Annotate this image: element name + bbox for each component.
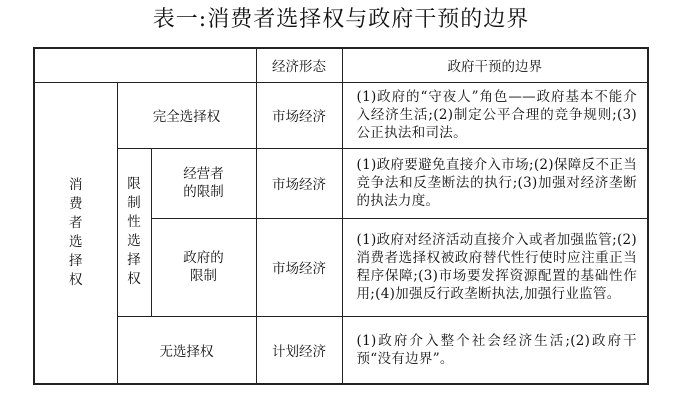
- full-choice-form: 市场经济: [256, 82, 342, 148]
- consumer-choice-label: [34, 82, 117, 384]
- government-limit-form: 市场经济: [256, 218, 342, 316]
- no-choice-label: 无选择权: [117, 316, 256, 384]
- table-row: [34, 148, 648, 218]
- side-char: 择: [69, 252, 83, 269]
- table-row: [34, 82, 648, 148]
- limited-char: 择: [127, 252, 141, 268]
- government-label-line2: 限制: [190, 268, 217, 284]
- operator-label-line2: 的限制: [183, 184, 224, 200]
- full-choice-label: 完全选择权: [117, 82, 256, 148]
- boundary-table: [33, 47, 649, 385]
- limited-char: 限: [127, 176, 141, 192]
- side-char: 权: [69, 271, 83, 288]
- side-char: 消: [69, 176, 83, 193]
- side-char: 者: [69, 214, 83, 231]
- header-row: [34, 48, 648, 82]
- operator-label-line1: 经营者: [183, 166, 224, 182]
- no-choice-form: 计划经济: [256, 316, 342, 384]
- header-boundary: 政府干预的边界: [342, 48, 648, 82]
- limited-choice-label: [117, 148, 151, 316]
- operator-limit-form: 市场经济: [256, 148, 342, 218]
- header-economic-form: 经济形态: [256, 48, 342, 82]
- government-label-line1: 政府的: [183, 250, 224, 266]
- header-blank-cell: [34, 48, 256, 82]
- government-limit-label: [151, 218, 256, 316]
- limited-char: 权: [127, 271, 141, 287]
- operator-limit-label: [151, 148, 256, 218]
- table-title: 表一:消费者选择权与政府干预的边界: [152, 7, 530, 32]
- operator-limit-desc: (1)政府要避免直接介入市场;(2)保障反不正当竞争法和反垄断法的执行;(3)加强对经济垄断的执法力度。: [342, 148, 648, 218]
- limited-char: 性: [127, 214, 141, 230]
- side-char: 费: [69, 195, 83, 212]
- table-row: [34, 316, 648, 384]
- no-choice-desc: (1)政府介入整个社会经济生活;(2)政府干预“没有边界”。: [342, 316, 648, 384]
- limited-char: 选: [127, 233, 141, 249]
- full-choice-desc: (1)政府的“守夜人”角色——政府基本不能介入经济生活;(2)制定公平合理的竞争规则;(3)公正执法和司法。: [342, 82, 648, 148]
- government-limit-desc: (1)政府对经济活动直接介入或者加强监管;(2)消费者选择权被政府替代性行使时应注重正当程序保障;(3)市场要发挥资源配置的基础性作用;(4)加强反行政垄断执法,加强行业监管。: [342, 218, 648, 316]
- side-char: 选: [69, 233, 83, 250]
- limited-char: 制: [127, 195, 141, 211]
